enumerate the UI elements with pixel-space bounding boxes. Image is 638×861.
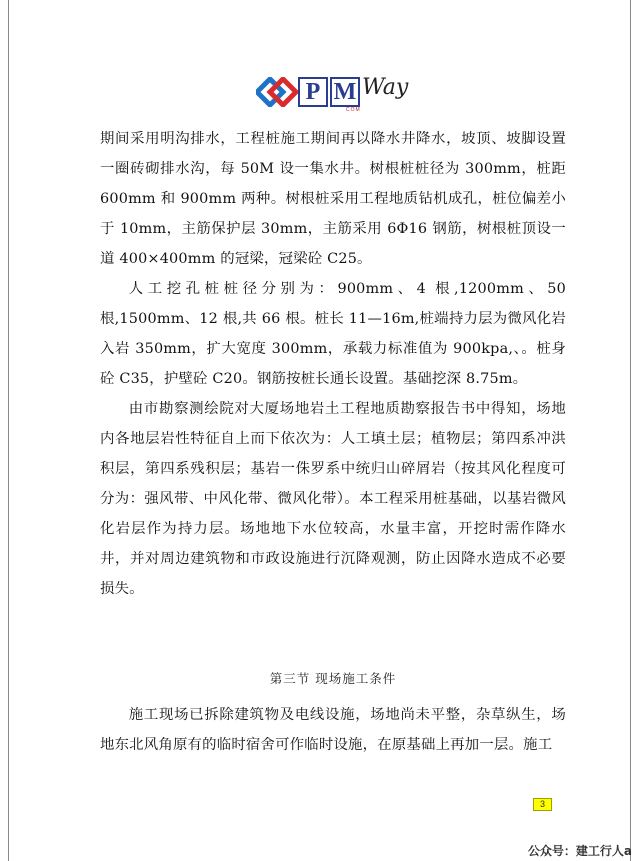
paragraph-2: 人工挖孔桩桩径分别为：900mm、4 根,1200mm、50 根,1500mm、12 根,共 66 根。桩长 11—16m,桩端持力层为微风化岩入岩 350mm，扩大宽度 300mm，承载力标准值为 900kpa,、。桩身砼 C35，护壁砼 C20。钢筋按桩长通长设置。基础挖深 8.75m。 — [100, 281, 566, 387]
watermark: 公众号：建工行人a — [527, 844, 632, 858]
logo-letter-p: P — [298, 77, 328, 107]
paragraph-1: 期间采用明沟排水，工程桩施工期间再以降水井降水，坡顶、坡脚设置一圈砖砌排水沟，每 50M 设一集水井。树根桩桩径为 300mm，桩距 600mm 和 900mm 两种。树根桩采用工程地质钻机成孔，桩位偏差小于 10mm，主筋保护层 30mm，主筋采用 6Φ16 钢筋，树根桩顶设一道 400×400mm 的冠梁，冠梁砼 C25。 — [100, 131, 566, 267]
paragraph-3: 由市勘察测绘院对大厦场地岩土工程地质勘察报告书中得知，场地内各地层岩性特征自上而下依次为：人工填土层；植物层；第四系冲洪积层，第四系残积层；基岩一侏罗系中统归山碎屑岩（按其风化程度可分为：强风带、中风化带、微风化带）。本工程采用桩基础，以基岩微风化岩层作为持力层。场地地下水位较高，水量丰富，开挖时需作降水井，并对周边建筑物和市政设施进行沉降观测，防止因降水造成不必要损失。 — [100, 401, 566, 597]
body-text-section — [100, 700, 566, 760]
page-right-edge — [630, 0, 631, 861]
diamond-logo-icon — [256, 77, 298, 107]
section-title: 第三节 现场施工条件 — [269, 671, 397, 686]
logo-com-text: COM — [346, 107, 361, 113]
page-number: 3 — [533, 798, 552, 811]
pmway-logo — [256, 73, 409, 113]
logo-way-text: Way — [362, 75, 409, 100]
page-left-edge — [8, 0, 9, 861]
paragraph-4: 施工现场已拆除建筑物及电线设施，场地尚未平整，杂草纵生，场地东北风角原有的临时宿舍可作临时设施，在原基础上再加一层。施工 — [100, 707, 566, 753]
body-text — [100, 124, 566, 604]
logo-letter-m: M — [330, 77, 360, 107]
